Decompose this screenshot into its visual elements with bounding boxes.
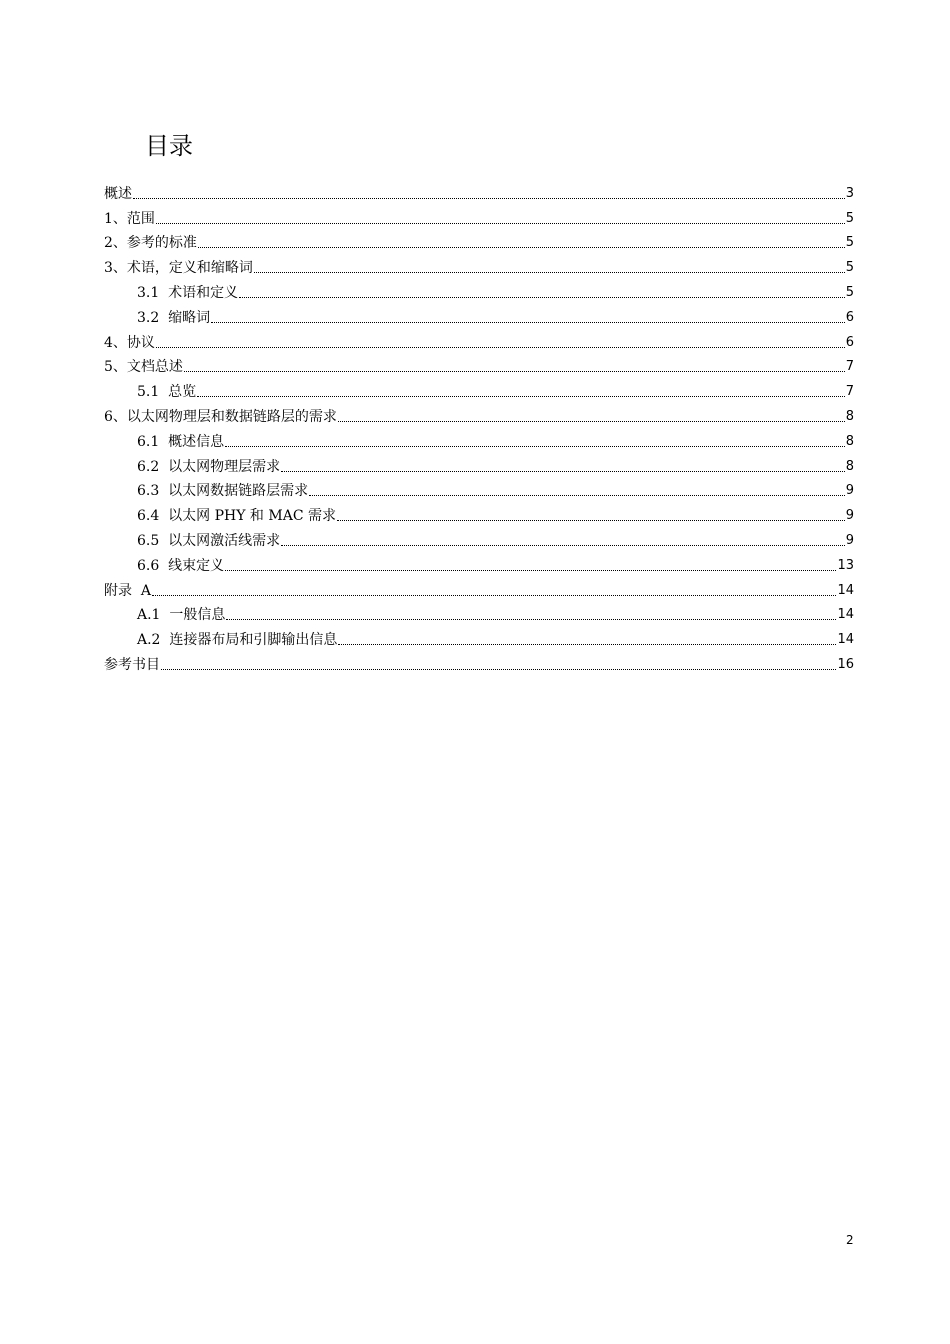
toc-dot-leader bbox=[156, 223, 845, 224]
toc-entry-page: 9 bbox=[845, 483, 854, 499]
toc-entry[interactable] bbox=[104, 401, 854, 426]
toc-entry[interactable] bbox=[104, 476, 854, 501]
toc-entry-label: 1、范围 bbox=[104, 210, 155, 227]
toc-entry[interactable] bbox=[104, 203, 854, 228]
toc-entry[interactable] bbox=[104, 649, 854, 674]
toc-dot-leader bbox=[152, 595, 836, 596]
toc-entry-page: 14 bbox=[837, 632, 854, 648]
toc-entry[interactable] bbox=[104, 550, 854, 575]
toc-entry-page: 5 bbox=[845, 260, 854, 276]
toc-entry-page: 5 bbox=[845, 284, 854, 300]
toc-entry-label: 6.6 线束定义 bbox=[137, 557, 225, 574]
toc-dot-leader bbox=[225, 570, 836, 571]
toc-dot-leader bbox=[281, 545, 845, 546]
toc-entry[interactable] bbox=[104, 178, 854, 203]
toc-entry-page: 8 bbox=[845, 433, 854, 449]
table-of-contents bbox=[104, 178, 854, 674]
toc-entry-label: 3.2 缩略词 bbox=[137, 309, 211, 326]
page-number: 2 bbox=[846, 1233, 854, 1247]
toc-entry[interactable] bbox=[104, 352, 854, 377]
toc-entry-page: 3 bbox=[845, 185, 854, 201]
toc-entry-page: 9 bbox=[845, 508, 854, 524]
toc-entry-page: 7 bbox=[845, 359, 854, 375]
toc-entry[interactable] bbox=[104, 575, 854, 600]
toc-entry-label: 5.1 总览 bbox=[137, 384, 197, 401]
toc-title: 目录 bbox=[145, 132, 193, 160]
toc-entry-page: 6 bbox=[845, 309, 854, 325]
toc-entry-label: A.1 一般信息 bbox=[137, 607, 226, 624]
toc-entry[interactable] bbox=[104, 426, 854, 451]
toc-entry-label: 4、协议 bbox=[104, 334, 155, 351]
toc-entry-label: 附录 A bbox=[104, 582, 152, 599]
toc-entry-page: 7 bbox=[845, 384, 854, 400]
toc-entry-page: 13 bbox=[837, 557, 854, 573]
toc-entry-page: 16 bbox=[837, 656, 854, 672]
toc-entry-page: 14 bbox=[837, 582, 854, 598]
toc-entry-label: 6、以太网物理层和数据链路层的需求 bbox=[104, 408, 337, 425]
toc-dot-leader bbox=[254, 272, 845, 273]
toc-entry-label: A.2 连接器布局和引脚输出信息 bbox=[137, 632, 338, 649]
toc-entry[interactable] bbox=[104, 327, 854, 352]
toc-dot-leader bbox=[281, 471, 845, 472]
toc-entry-page: 5 bbox=[845, 210, 854, 226]
toc-dot-leader bbox=[338, 644, 836, 645]
toc-entry-page: 14 bbox=[837, 607, 854, 623]
toc-dot-leader bbox=[133, 198, 845, 199]
toc-entry[interactable] bbox=[104, 525, 854, 550]
toc-dot-leader bbox=[309, 495, 845, 496]
toc-entry-page: 5 bbox=[845, 235, 854, 251]
toc-entry[interactable] bbox=[104, 252, 854, 277]
toc-entry-page: 9 bbox=[845, 532, 854, 548]
toc-entry-label: 6.2 以太网物理层需求 bbox=[137, 458, 281, 475]
toc-entry[interactable] bbox=[104, 228, 854, 253]
toc-entry-label: 概述 bbox=[104, 185, 132, 202]
toc-entry-page: 8 bbox=[845, 408, 854, 424]
toc-dot-leader bbox=[156, 347, 845, 348]
toc-entry-label: 3.1 术语和定义 bbox=[137, 284, 239, 301]
toc-entry[interactable] bbox=[104, 600, 854, 625]
toc-entry[interactable] bbox=[104, 624, 854, 649]
toc-dot-leader bbox=[337, 520, 845, 521]
toc-dot-leader bbox=[239, 297, 845, 298]
toc-entry-label: 6.1 概述信息 bbox=[137, 433, 225, 450]
toc-entry-label: 2、参考的标准 bbox=[104, 235, 197, 252]
toc-entry-label: 6.3 以太网数据链路层需求 bbox=[137, 483, 309, 500]
toc-dot-leader bbox=[161, 669, 836, 670]
toc-entry-label: 5、文档总述 bbox=[104, 359, 183, 376]
toc-dot-leader bbox=[225, 446, 845, 447]
toc-entry-page: 8 bbox=[845, 458, 854, 474]
toc-entry[interactable] bbox=[104, 277, 854, 302]
toc-entry[interactable] bbox=[104, 500, 854, 525]
toc-entry-label: 3、术语，定义和缩略词 bbox=[104, 260, 253, 277]
toc-entry-page: 6 bbox=[845, 334, 854, 350]
toc-dot-leader bbox=[338, 421, 845, 422]
toc-dot-leader bbox=[184, 371, 845, 372]
toc-entry[interactable] bbox=[104, 376, 854, 401]
toc-entry-label: 6.5 以太网激活线需求 bbox=[137, 532, 281, 549]
toc-entry[interactable] bbox=[104, 451, 854, 476]
toc-dot-leader bbox=[198, 247, 845, 248]
toc-entry[interactable] bbox=[104, 302, 854, 327]
toc-entry-label: 参考书目 bbox=[104, 656, 160, 673]
toc-dot-leader bbox=[197, 396, 845, 397]
toc-dot-leader bbox=[211, 322, 845, 323]
toc-dot-leader bbox=[226, 619, 836, 620]
toc-entry-label: 6.4 以太网 PHY 和 MAC 需求 bbox=[137, 508, 336, 525]
